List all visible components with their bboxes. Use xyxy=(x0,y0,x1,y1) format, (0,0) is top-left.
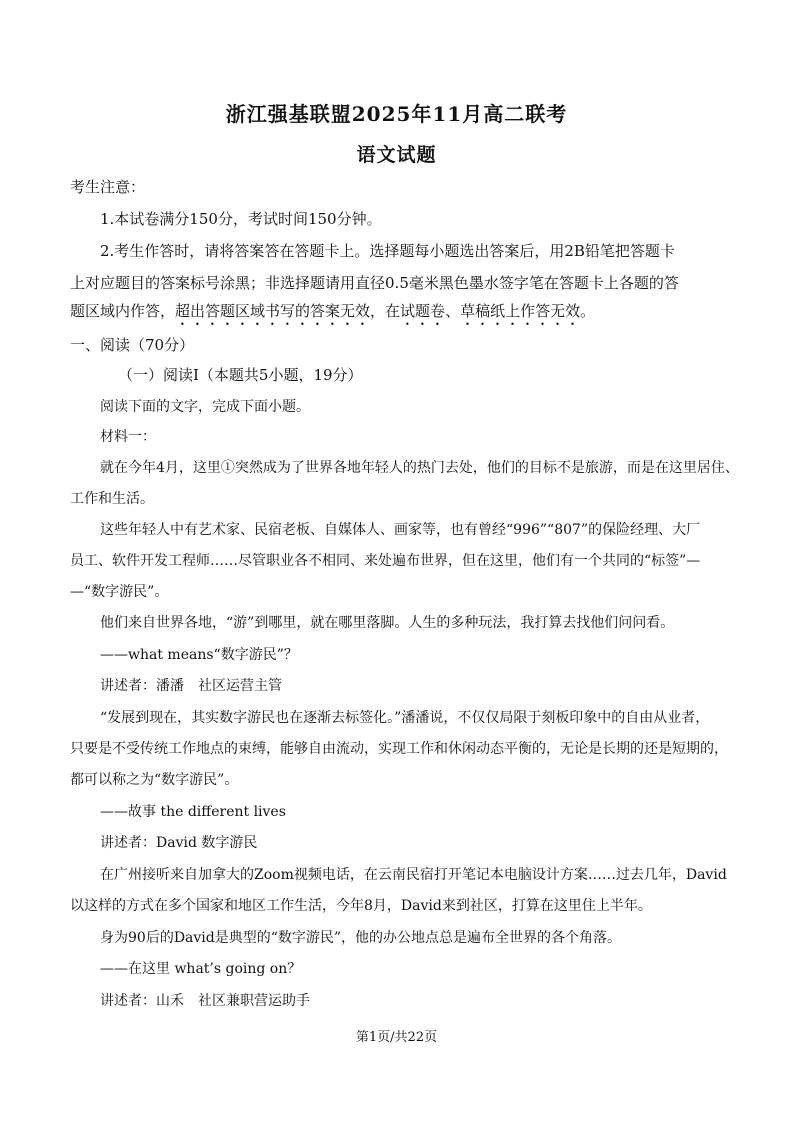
paragraph-line: 这些年轻人中有艺术家、民宿老板、自媒体人、画家等，也有曾经“996”“807”的保险经理、大厂 xyxy=(100,522,701,538)
notice-text: 、 xyxy=(445,302,461,320)
paragraph-line: 以这样的方式在多个国家和地区工作生活，今年8月，David来到社区，打算在这里住上半年。 xyxy=(70,898,652,914)
notice-item-2-line-1: 2.考生作答时，请将答案答在答题卡上。选择题每小题选出答案后，用2B铅笔把答题卡 xyxy=(100,242,675,260)
notice-item-1: 1.本试卷满分150分，考试时间150分钟。 xyxy=(100,210,382,228)
section-divider-line: ——what means“数字游民”？ xyxy=(100,647,298,663)
paragraph-line: 员工、软件开发工程师……尽管职业各不相同、来处遍布世界，但在这里，他们有一个共同的“标签”— xyxy=(70,553,701,569)
paragraph-line: —“数字游民”。 xyxy=(70,584,169,600)
paragraph-line: 都可以称之为“数字游民”。 xyxy=(70,772,239,788)
section-divider-line: ——故事 the different lives xyxy=(100,804,286,820)
page-footer: 第1页/共22页 xyxy=(355,1030,438,1045)
notice-text: ，在 xyxy=(370,302,401,320)
notice-text: 题区域内作答， xyxy=(70,302,176,320)
section-heading: 一、阅读（70分） xyxy=(70,336,195,354)
paragraph-line: 他们来自世界各地，“游”到哪里，就在哪里落脚。人生的多种玩法，我打算去找他们问问看。 xyxy=(100,615,675,631)
notice-item-2-line-3 xyxy=(70,302,725,329)
notice-text: 。 xyxy=(580,302,596,320)
notice-emphasis-scratch-paper: 草稿纸上作答无效 xyxy=(460,302,581,320)
paragraph-line: 就在今年4月，这里①突然成为了世界各地年轻人的热门去处，他们的目标不是旅游，而是在这里居住、 xyxy=(100,460,739,476)
paragraph-line: 只要是不受传统工作地点的束缚，能够自由流动，实现工作和休闲动态平衡的，无论是长期的还是短期的， xyxy=(70,741,728,757)
paragraph-line: 身为90后的David是典型的“数字游民”，他的办公地点总是遍布全世界的各个角落。 xyxy=(100,930,622,946)
section-divider-line: ——在这里 what’s going on？ xyxy=(100,961,302,977)
exam-subtitle: 语文试题 xyxy=(356,144,437,166)
narrator-line: 讲述者：山禾 社区兼职营运助手 xyxy=(100,993,310,1009)
notice-emphasis-invalid-area: 超出答题区域书写的答案无效 xyxy=(175,302,371,320)
notice-emphasis-test-paper: 试题卷 xyxy=(400,302,446,320)
notice-item-2-line-2: 上对应题目的答案标号涂黑；非选择题请用直径0.5毫米黑色墨水签字笔在答题卡上各题的答 xyxy=(70,274,679,292)
material-label: 材料一： xyxy=(100,429,156,445)
paragraph-line: “发展到现在，其实数字游民也在逐渐去标签化。”潘潘说，不仅仅局限于刻板印象中的自由从业者， xyxy=(100,710,710,726)
paragraph-line: 在广州接听来自加拿大的Zoom视频电话，在云南民宿打开笔记本电脑设计方案……过去几年，David xyxy=(100,867,727,883)
narrator-line: 讲述者：潘潘 社区运营主管 xyxy=(100,678,282,694)
narrator-line: 讲述者：David 数字游民 xyxy=(100,835,258,851)
exam-title: 浙江强基联盟2025年11月高二联考 xyxy=(225,102,568,126)
notice-label: 考生注意： xyxy=(70,178,146,196)
instruction-text: 阅读下面的文字，完成下面小题。 xyxy=(100,399,310,415)
paragraph-line: 工作和生活。 xyxy=(70,491,154,507)
sub-section-heading: （一）阅读Ⅰ（本题共5小题，19分） xyxy=(118,366,363,384)
